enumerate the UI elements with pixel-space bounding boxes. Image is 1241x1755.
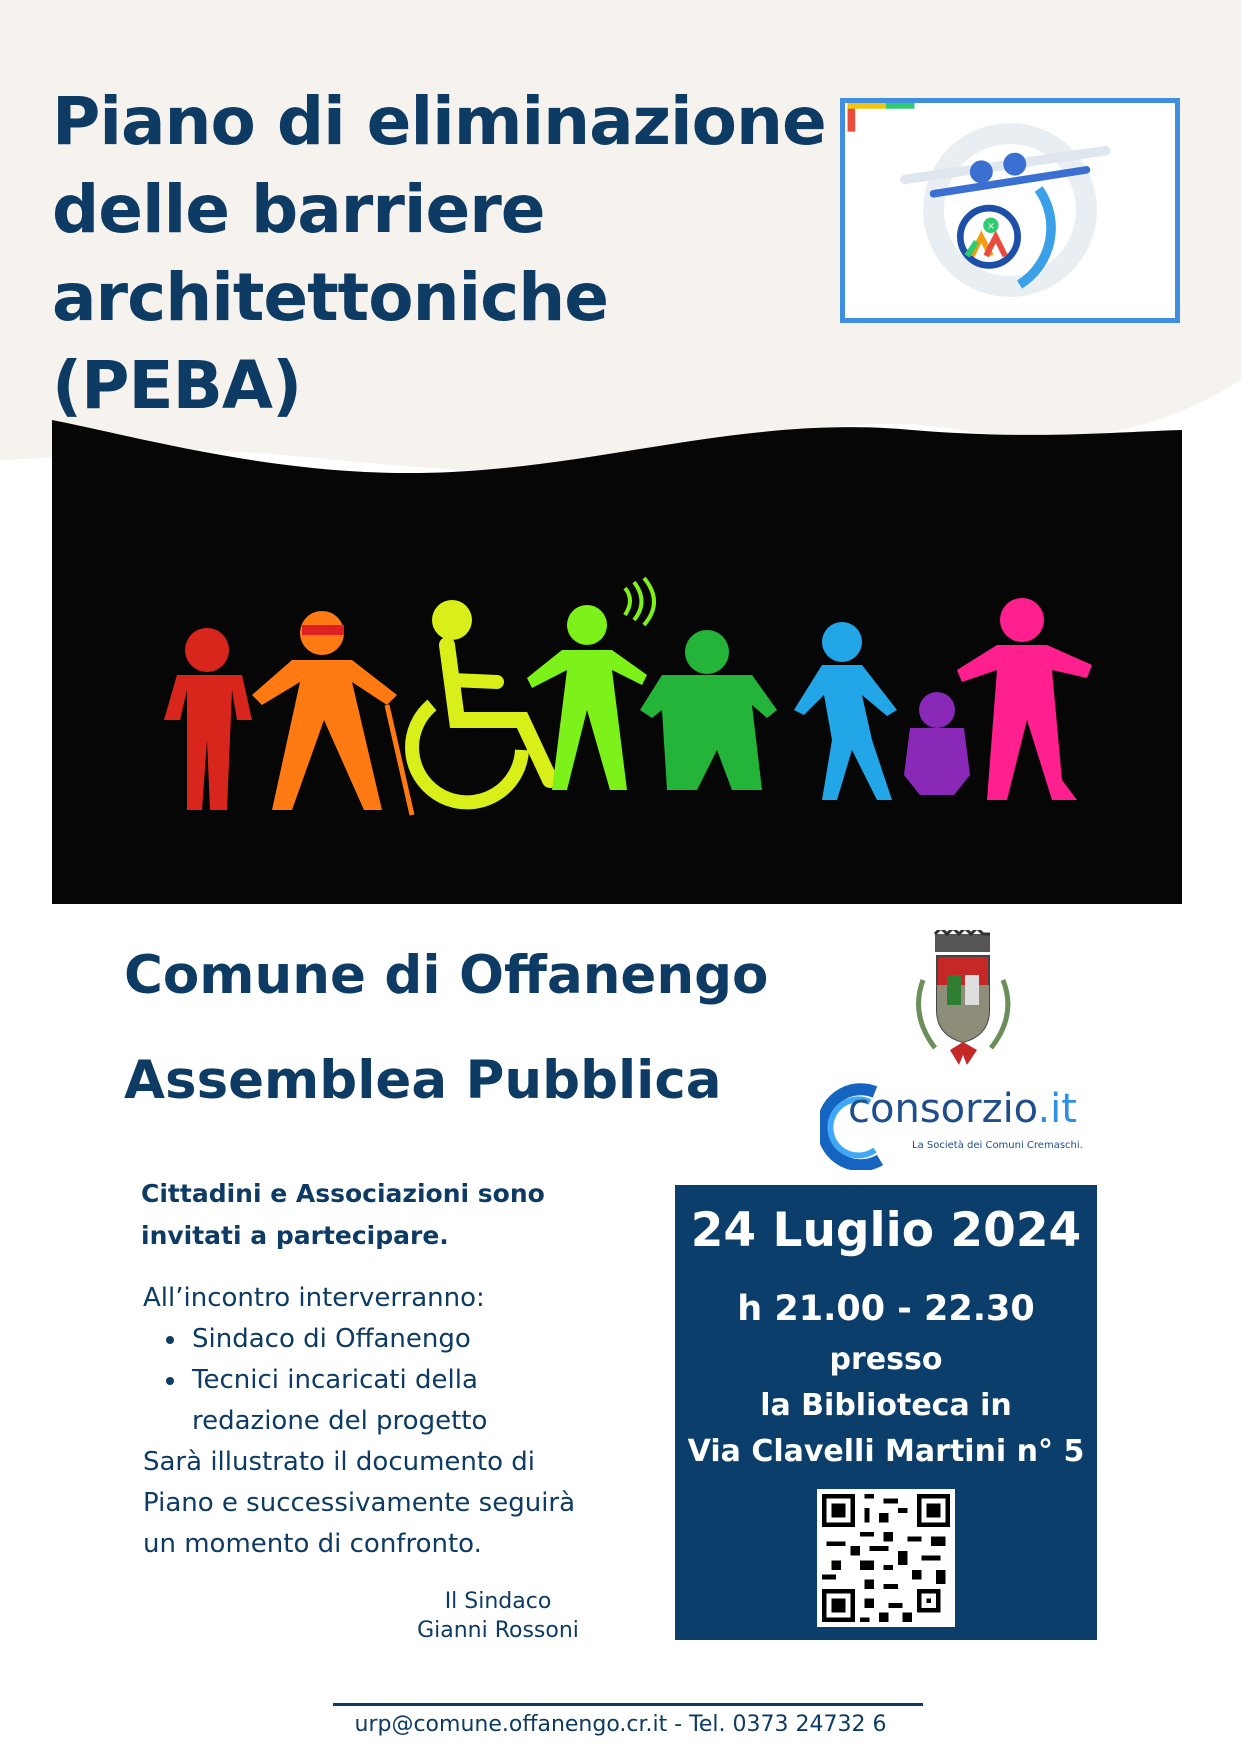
consorzio-logo [820,1080,1095,1170]
title-line: (PEBA) [52,347,302,424]
consorzio-tagline: La Società dei Comuni Cremaschi. [912,1140,1083,1151]
municipality-name: Comune di Offanengo [124,945,769,1006]
event-time: h 21.00 - 22.30 [737,1289,1035,1329]
contact-info: urp@comune.offanengo.cr.it - Tel. 0373 24732 6 [354,1712,887,1737]
meeting-description: Sarà illustrato il documento di Piano e successivamente seguirà un momento di confronto. [143,1447,576,1559]
speaker-item: Tecnici incaricati della redazione del progetto [192,1360,512,1442]
speaker-item: Sindaco di Offanengo [192,1319,662,1360]
event-location-line: Via Clavelli Martini n° 5 [687,1434,1085,1469]
consorzio-suffix: .it [1037,1086,1077,1132]
consorzio-name: consorzio [848,1086,1038,1132]
signature [383,1587,613,1645]
invitation-line: Cittadini e Associazioni sono [141,1179,545,1208]
qr-code[interactable] [817,1489,955,1627]
event-date: 24 Luglio 2024 [690,1203,1082,1258]
title-line: Piano di eliminazione [52,83,826,160]
consorzio-wordmark [848,1086,1077,1132]
event-type-heading: Assemblea Pubblica [124,1050,722,1111]
peba-accessibility-logo [840,98,1180,323]
invitation-text [141,1173,601,1257]
title-line: architettoniche [52,259,609,336]
offanengo-coat-of-arms [905,930,1020,1070]
footer-divider [333,1703,923,1706]
event-location-line: presso [829,1342,943,1377]
title-line: delle barriere [52,171,545,248]
inclusion-figures-photo [52,420,1182,904]
signature-name: Gianni Rossoni [417,1618,579,1643]
speakers-list [160,1319,662,1442]
speakers-intro: All’incontro interverranno: [143,1283,485,1313]
invitation-line: invitati a partecipare. [141,1221,449,1250]
document-title [52,78,826,430]
event-details-box [675,1185,1097,1640]
svg-text:×: × [987,221,996,233]
event-location-line: la Biblioteca in [760,1388,1012,1423]
signature-role: Il Sindaco [444,1589,552,1614]
